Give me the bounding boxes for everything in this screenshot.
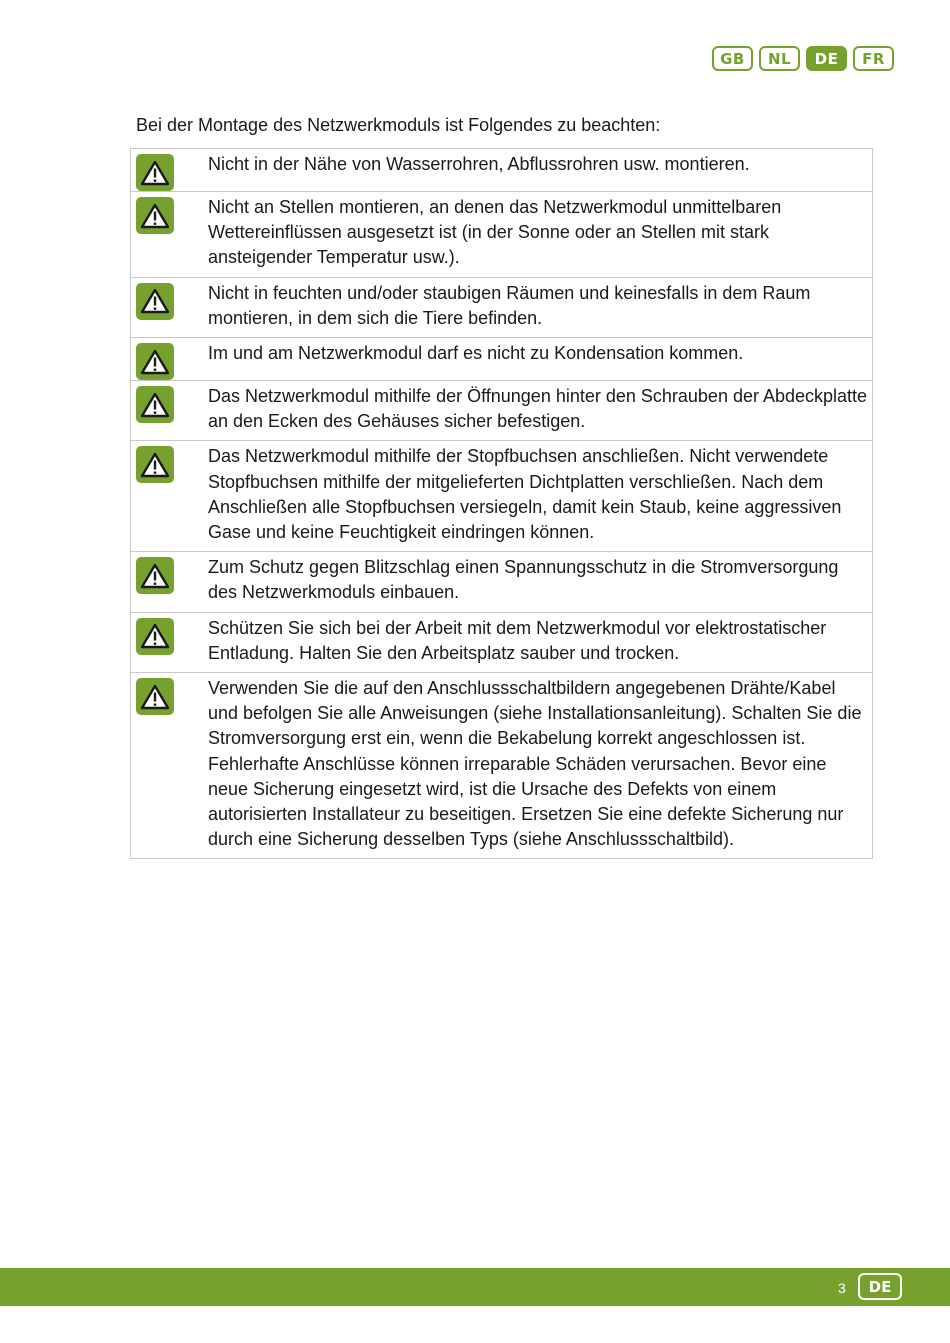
- warning-icon: [136, 557, 174, 594]
- warning-row: [131, 440, 872, 551]
- language-tab-nl[interactable]: NL: [759, 46, 800, 71]
- warning-row: [131, 337, 872, 380]
- language-selector: [712, 46, 894, 71]
- warning-text: Das Netzwerkmodul mithilfe der Öffnungen hinter den Schrauben der Abdeckplatte an den Ecken des Gehäuses sicher befestigen.: [208, 386, 868, 432]
- warning-row: [131, 672, 872, 858]
- footer-bar: [0, 1268, 950, 1306]
- page-number: 3: [838, 1280, 846, 1296]
- warning-row: [131, 277, 872, 337]
- warning-icon: [136, 678, 174, 715]
- warning-text: Nicht an Stellen montieren, an denen das Netzwerkmodul unmittelbaren Wettereinflüssen ausgesetzt ist (in der Sonne oder an Stellen mit stark ansteigender Temperatur usw.).: [208, 197, 782, 268]
- warning-icon: [136, 386, 174, 423]
- warning-icon: [136, 197, 174, 234]
- intro-text: Bei der Montage des Netzwerkmoduls ist Folgendes zu beachten:: [136, 115, 661, 135]
- warning-text: Verwenden Sie die auf den Anschlussschaltbildern angegebenen Drähte/Kabel und befolgen Sie alle Anweisungen (siehe Installationsanleitung). Schalten Sie die Stromversorgung erst ein, wenn die Bekabelung korrekt angeschlossen ist. Fehlerhafte Anschlüsse können irreparable Schäden verursachen. Bevor eine neue Sicherung eingesetzt wird, ist die Ursache des Defekts von einem autorisierten Installateur zu beseitigen. Ersetzen Sie eine defekte Sicherung nur durch eine Sicherung desselben Typs (siehe Anschlussschaltbild).: [208, 678, 862, 850]
- language-tab-fr[interactable]: FR: [853, 46, 894, 71]
- warning-text: Nicht in feuchten und/oder staubigen Räumen und keinesfalls in dem Raum montieren, in dem sich die Tiere befinden.: [208, 282, 811, 328]
- warning-row: [131, 380, 872, 440]
- warning-row: [131, 551, 872, 611]
- warning-icon: [136, 154, 174, 191]
- warning-text: Im und am Netzwerkmodul darf es nicht zu Kondensation kommen.: [208, 343, 744, 364]
- warnings-table: [130, 148, 873, 859]
- warning-icon: [136, 343, 174, 380]
- warning-icon: [136, 283, 174, 320]
- warning-text: Das Netzwerkmodul mithilfe der Stopfbuchsen anschließen. Nicht verwendete Stopfbuchsen mithilfe der mitgelieferten Dichtplatten verschließen. Nach dem Anschließen alle Stopfbuchsen versiegeln, damit kein Staub, keine aggressiven Gase und keine Feuchtigkeit eindringen können.: [208, 446, 842, 543]
- language-tab-gb[interactable]: GB: [712, 46, 753, 71]
- warning-text: Zum Schutz gegen Blitzschlag einen Spannungsschutz in die Stromversorgung des Netzwerkmoduls einbauen.: [208, 557, 839, 603]
- warning-text: Nicht in der Nähe von Wasserrohren, Abflussrohren usw. montieren.: [208, 154, 750, 174]
- warning-icon: [136, 618, 174, 655]
- warning-row: [131, 149, 872, 191]
- warning-text: Schützen Sie sich bei der Arbeit mit dem Netzwerkmodul vor elektrostatischer Entladung. Halten Sie den Arbeitsplatz sauber und trocken.: [208, 617, 827, 663]
- language-tab-de[interactable]: DE: [806, 46, 847, 71]
- warning-row: [131, 612, 872, 672]
- warning-icon: [136, 446, 174, 483]
- warning-row: [131, 191, 872, 277]
- footer-language-badge: DE: [858, 1273, 902, 1300]
